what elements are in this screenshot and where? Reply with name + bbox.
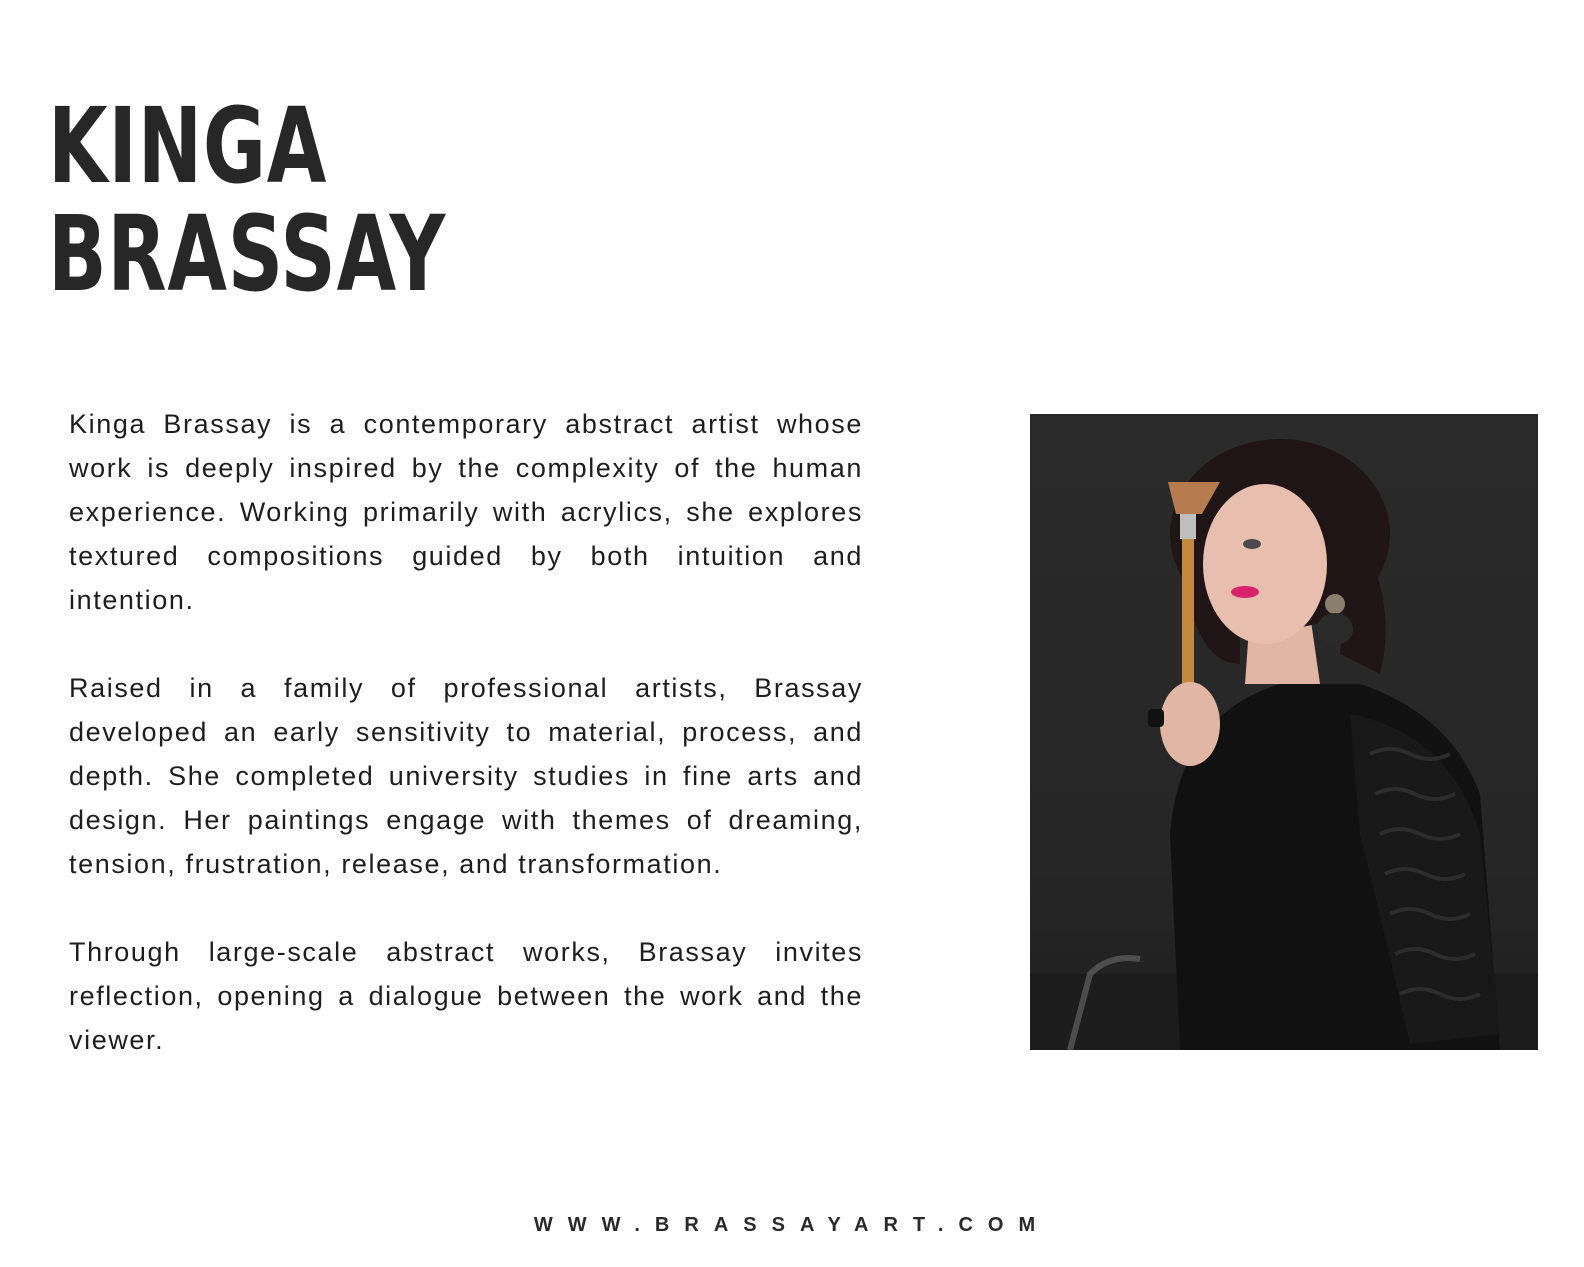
artist-name-heading [48, 85, 446, 315]
artist-biography [69, 402, 863, 1106]
artist-portrait-photo [1030, 414, 1538, 1050]
portrait-illustration [1030, 414, 1538, 1050]
artist-last-name: BRASSAY [48, 193, 446, 315]
website-footer: WWW.BRASSAYART.COM [533, 1214, 1051, 1236]
bio-paragraph-2: Raised in a family of professional artists, Brassay developed an early sensitivity to material, process, and depth. She completed university studies in fine arts and design. Her paintings engage with themes of dreaming, tension, frustration, release, and transformation. [69, 673, 863, 879]
bio-paragraph-3: Through large-scale abstract works, Brassay invites reflection, opening a dialogue between the work and the viewer. [69, 937, 863, 1055]
artist-first-name: KINGA [48, 85, 328, 207]
bio-paragraph-1: Kinga Brassay is a contemporary abstract artist whose work is deeply inspired by the complexity of the human experience. Working primarily with acrylics, she explores textured compositions guided by both intuition and intention. [69, 409, 863, 615]
